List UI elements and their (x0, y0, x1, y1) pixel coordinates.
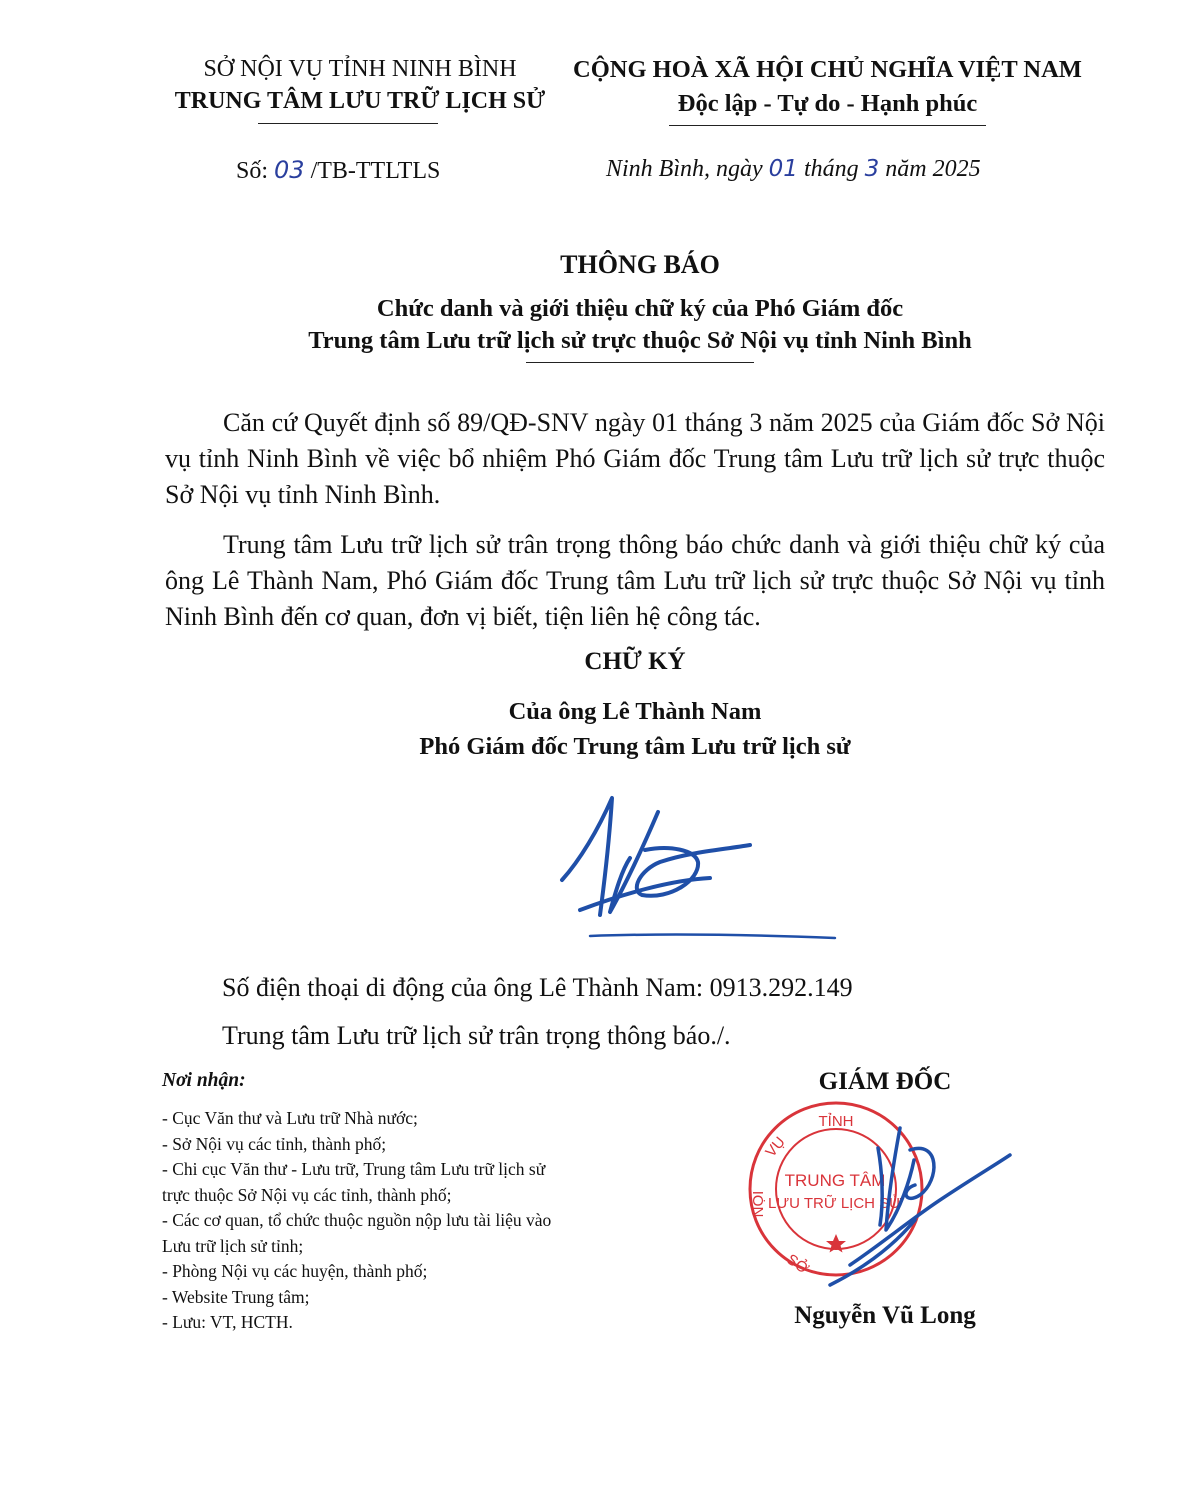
date-day-handwritten: 01 (768, 156, 798, 182)
list-item: - Cục Văn thư và Lưu trữ Nhà nước; (162, 1108, 418, 1128)
stamp-ring-bottom: SỞ (783, 1250, 812, 1278)
doc-number-handwritten: 03 (274, 156, 305, 184)
agency-parent: SỞ NỘI VỤ TỈNH NINH BÌNH (203, 56, 517, 82)
director-signature (790, 1100, 1030, 1300)
stamp-line2: LƯU TRỮ LỊCH SỬ (767, 1195, 903, 1212)
signer-title: GIÁM ĐỐC (818, 1068, 952, 1095)
stamp-ring-left2: NỘI (750, 1190, 767, 1218)
document-title: THÔNG BÁO (560, 250, 720, 279)
date-prefix: Ninh Bình, ngày (606, 156, 763, 182)
date-year: năm 2025 (885, 156, 981, 182)
list-item: - Chi cục Văn thư - Lưu trữ, Trung tâm Lưu trữ lịch sử (162, 1159, 546, 1179)
signer-name: Nguyễn Vũ Long (794, 1302, 976, 1329)
closing-line: Trung tâm Lưu trữ lịch sử trân trọng thông báo./. (222, 1021, 731, 1050)
signature-person: Của ông Lê Thành Nam (508, 698, 762, 725)
agency-underline (258, 123, 438, 124)
document-number (236, 156, 440, 185)
agency-name: TRUNG TÂM LƯU TRỮ LỊCH SỬ (174, 88, 546, 114)
list-item: - Phòng Nội vụ các huyện, thành phố; (162, 1261, 428, 1281)
document-date (606, 156, 981, 183)
date-month-handwritten: 3 (864, 156, 880, 182)
country-name: CỘNG HOÀ XÃ HỘI CHỦ NGHĨA VIỆT NAM (573, 56, 1082, 83)
document-subtitle-line1: Chức danh và giới thiệu chữ ký của Phó Giám đốc (376, 295, 904, 322)
date-month-label: tháng (803, 156, 859, 182)
list-item: - Lưu: VT, HCTH. (162, 1312, 293, 1332)
motto: Độc lập - Tự do - Hạnh phúc (677, 90, 978, 117)
signature-position: Phó Giám đốc Trung tâm Lưu trữ lịch sử (419, 733, 851, 760)
document-subtitle-line2: Trung tâm Lưu trữ lịch sử trực thuộc Sở Nội vụ tỉnh Ninh Bình (308, 327, 972, 354)
list-item: trực thuộc Sở Nội vụ các tỉnh, thành phố; (162, 1184, 452, 1205)
recipients-heading: Nơi nhận: (162, 1070, 246, 1091)
stamp-line1: TRUNG TÂM (784, 1171, 886, 1190)
list-item: Lưu trữ lịch sử tỉnh; (162, 1235, 304, 1256)
doc-number-prefix: Số: (236, 158, 269, 184)
list-item: - Sở Nội vụ các tỉnh, thành phố; (162, 1133, 387, 1154)
stamp-ring-left: VỤ (762, 1133, 789, 1161)
phone-line: Số điện thoại di động của ông Lê Thành Nam: 0913.292.149 (222, 973, 853, 1002)
recipients-list (162, 1106, 692, 1336)
stamp-ring-top: TỈNH (818, 1113, 854, 1130)
signature-heading: CHỮ KÝ (584, 648, 686, 675)
title-underline (526, 362, 754, 363)
specimen-signature (520, 790, 850, 960)
body-paragraph-1: Căn cứ Quyết định số 89/QĐ-SNV ngày 01 tháng 3 năm 2025 của Giám đốc Sở Nội vụ tỉnh Ninh Bình về việc bổ nhiệm Phó Giám đốc Trung tâm Lưu trữ lịch sử trực thuộc Sở Nội vụ tỉnh Ninh Bình. (165, 408, 1105, 509)
motto-underline (669, 125, 986, 126)
list-item: - Website Trung tâm; (162, 1286, 310, 1307)
doc-number-suffix: /TB-TTLTLS (310, 158, 441, 184)
list-item: - Các cơ quan, tổ chức thuộc nguồn nộp lưu tài liệu vào (162, 1210, 552, 1230)
body-paragraph-2: Trung tâm Lưu trữ lịch sử trân trọng thông báo chức danh và giới thiệu chữ ký của ông Lê Thành Nam, Phó Giám đốc Trung tâm Lưu trữ lịch sử trực thuộc Sở Nội vụ tỉnh Ninh Bình đến cơ quan, đơn vị biết, tiện liên hệ công tác. (165, 530, 1105, 631)
